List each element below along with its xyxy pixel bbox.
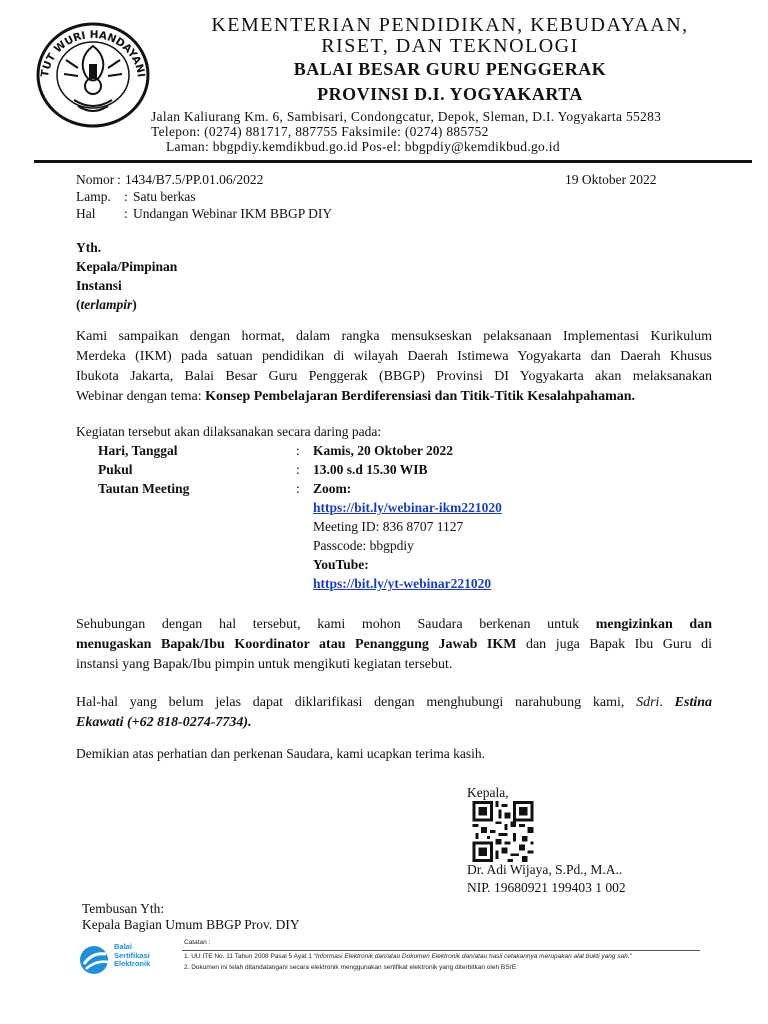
footer-catatan-label: Catatan : (184, 939, 211, 946)
website-email: Laman: bbgpdiy.kemdikbud.go.id Pos-el: bbgpdiy@kemdikbud.go.id (166, 139, 560, 154)
recipient-yth: Yth. (76, 240, 102, 255)
day-label: Hari, Tanggal (98, 443, 178, 458)
nomor-colon: : (117, 172, 121, 187)
nomor-label: Nomor (76, 172, 115, 187)
contact-line-2: Ekawati (+62 818-0274-7734). (76, 715, 252, 730)
footer-note-2: 2. Dokumen ini telah ditandatangani secara elektronik menggunakan sertifikat elektronik yang diterbitkan oleh BSrE (184, 964, 517, 971)
footer-divider (182, 950, 700, 951)
footer-note-1-prefix: 1. UU ITE No. 11 Tahun 2008 Pasal 5 Ayat 1 “ (184, 953, 316, 960)
request-line-2 (76, 635, 712, 655)
nomor-value: 1434/B7.5/PP.01.06/2022 (125, 172, 264, 187)
contact-title: Sdri (636, 695, 660, 710)
recipient-note: (terlampir) (76, 297, 137, 312)
intro-line-3: Ibukota Jakarta, Balai Besar Guru Penggerak (BBGP) Provinsi DI Yogyakarta akan melaksanakan (76, 369, 712, 384)
paragraph-intro (76, 327, 712, 407)
ministry-line-1: KEMENTERIAN PENDIDIKAN, KEBUDAYAAN, (211, 14, 689, 36)
logo-motto: TUT WURI HANDAYANI (39, 28, 147, 78)
meeting-id: Meeting ID: 836 8707 1127 (313, 519, 464, 534)
paragraph-contact (76, 693, 712, 733)
cc-item: Kepala Bagian Umum BBGP Prov. DIY (82, 917, 300, 932)
hal-value: Undangan Webinar IKM BBGP DIY (133, 206, 333, 221)
bsre-text-3: Elektronik (114, 959, 151, 968)
meeting-passcode: Passcode: bbgpdiy (313, 538, 414, 553)
request-line-3: instansi yang Bapak/Ibu pimpin untuk mengikuti kegiatan tersebut. (76, 657, 453, 672)
intro-line-2: Merdeka (IKM) pada satuan pendidikan di wilayah Daerah Istimewa Yogyakarta dan Daerah Khusus (76, 349, 712, 364)
signatory-name: Dr. Adi Wijaya, S.Pd., M.A.. (467, 862, 623, 877)
paragraph-request (76, 615, 712, 675)
footer-note-1 (184, 953, 632, 960)
tut-wuri-handayani-logo (34, 20, 152, 130)
time-colon: : (296, 462, 300, 477)
signatory-nip: NIP. 19680921 199403 1 002 (467, 880, 626, 895)
hal-colon: : (124, 206, 128, 221)
request-text-2: dan juga Bapak Ibu Guru di (516, 637, 712, 652)
phone-fax: Telepon: (0274) 881717, 887755 Faksimile: (0274) 885752 (151, 124, 489, 139)
contact-name-first: Estina (674, 695, 713, 710)
province-name: PROVINSI D.I. YOGYAKARTA (317, 84, 583, 104)
request-bold-2: menugaskan Bapak/Ibu Koordinator atau Penanggung Jawab IKM (76, 637, 517, 652)
footer-note-1-quote: Informasi Elektronik dan/atau Dokumen Elektronik dan/atau hasil cetakannya merupakan alat bukti yang sah.” (315, 953, 632, 960)
request-bold-1: mengizinkan dan (595, 617, 712, 632)
request-text-1: Sehubungan dengan hal tersebut, kami mohon Saudara berkenan untuk (76, 617, 596, 632)
bsre-text-2: Sertifikasi (114, 950, 150, 960)
intro-line-4 (76, 387, 712, 407)
zoom-link[interactable]: https://bit.ly/webinar-ikm221020 (313, 500, 502, 515)
meeting-label: Tautan Meeting (98, 481, 190, 496)
contact-dot: . (659, 695, 675, 710)
intro-theme-prefix: Webinar dengan tema: (76, 389, 206, 404)
lamp-colon: : (124, 189, 128, 204)
ministry-line-2: RISET, DAN TEKNOLOGI (321, 35, 579, 57)
meeting-colon: : (296, 481, 300, 496)
intro-line-1: Kami sampaikan dengan hormat, dalam rangka mensukseskan pelaksanaan Implementasi Kurikulum (76, 329, 712, 344)
day-colon: : (296, 443, 300, 458)
lamp-value: Satu berkas (133, 189, 196, 204)
hal-label: Hal (76, 206, 96, 221)
letter-date: 19 Oktober 2022 (565, 172, 657, 187)
address: Jalan Kaliurang Km. 6, Sambisari, Condongcatur, Depok, Sleman, D.I. Yogyakarta 55283 (151, 109, 662, 124)
institution-name: BALAI BESAR GURU PENGGERAK (293, 59, 607, 79)
contact-text: Hal-hal yang belum jelas dapat diklarifikasi dengan menghubungi narahubung kami, (76, 695, 637, 710)
recipient-note-text: terlampir (80, 297, 133, 312)
bsre-logo-text (114, 943, 150, 969)
webinar-theme: Konsep Pembelajaran Berdiferensiasi dan Titik-Titik Kesalahpahaman. (205, 389, 636, 404)
signature-title: Kepala, (467, 785, 509, 800)
contact-line-1 (76, 693, 712, 713)
cc-label: Tembusan Yth: (82, 901, 165, 916)
closing-sentence: Demikian atas perhatian dan perkenan Saudara, kami ucapkan terima kasih. (76, 746, 485, 761)
youtube-label: YouTube: (313, 557, 369, 572)
request-line-1 (76, 615, 712, 635)
schedule-intro: Kegiatan tersebut akan dilaksanakan secara daring pada: (76, 424, 382, 439)
time-value: 13.00 s.d 15.30 WIB (313, 462, 428, 477)
bsre-logo-icon (78, 944, 112, 976)
header-divider (34, 160, 752, 163)
time-label: Pukul (98, 462, 133, 477)
lamp-label: Lamp. (76, 189, 111, 204)
zoom-label: Zoom: (313, 481, 352, 496)
recipient-line-1: Kepala/Pimpinan (76, 259, 178, 274)
recipient-line-2: Instansi (76, 278, 122, 293)
bsre-text-1: Balai (114, 942, 132, 951)
day-value: Kamis, 20 Oktober 2022 (313, 443, 454, 458)
youtube-link[interactable]: https://bit.ly/yt-webinar221020 (313, 576, 492, 591)
signature-qr-code (471, 801, 535, 862)
